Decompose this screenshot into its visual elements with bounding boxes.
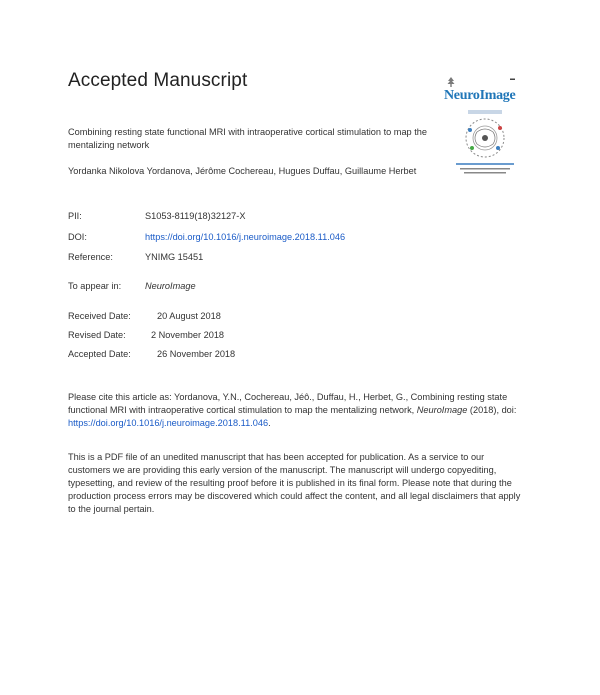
accepted-label: Accepted Date:	[68, 349, 131, 359]
article-title: Combining resting state functional MRI with intraoperative cortical stimulation to map the mentalizing network	[68, 127, 427, 150]
reference-label: Reference:	[68, 252, 113, 262]
notice-paragraph: This is a PDF file of an unedited manuscript that has been accepted for publication. As a service to our customers we are providing this early version of the manuscript. The manuscript will undergo copyediting, typesetting, and review of the resulting proof before it is published in its final form. Please note that during the production process errors may be discovered which could affect the content, and all legal disclaimers that apply to the journal pertain.	[68, 452, 521, 514]
citation-doi-link[interactable]: https://doi.org/10.1016/j.neuroimage.2018.11.046	[68, 418, 269, 428]
appear-label: To appear in:	[68, 281, 122, 291]
elsevier-tree-icon	[446, 76, 456, 88]
citation-suffix: .	[268, 418, 271, 428]
citation-prefix: Please cite this article as: Yordanova, Y.N., Cochereau, Jéô., Duffau, H., Herbet, G., Combining resting state functional MRI with intraoperative cortical stimulation to map the mentalizing network,	[68, 392, 508, 415]
article-authors: Yordanka Nikolova Yordanova, Jérôme Cochereau, Hugues Duffau, Guillaume Herbet	[68, 166, 417, 176]
pii-label: PII:	[68, 211, 82, 221]
revised-label: Revised Date:	[68, 330, 126, 340]
received-value: 20 August 2018	[157, 311, 221, 321]
pii-value: S1053-8119(18)32127-X	[145, 211, 246, 221]
logo-corner-mark-icon: ▬	[510, 76, 515, 82]
citation-paragraph	[68, 391, 528, 430]
accepted-value: 26 November 2018	[157, 349, 236, 359]
reference-value: YNIMG 15451	[145, 252, 204, 262]
citation-middle: (2018), doi:	[469, 405, 517, 415]
brain-illustration-icon	[448, 108, 522, 180]
revised-value: 2 November 2018	[151, 330, 225, 340]
doi-link[interactable]: https://doi.org/10.1016/j.neuroimage.2018.11.046	[145, 232, 346, 242]
page-heading: Accepted Manuscript	[68, 70, 248, 91]
journal-logo	[444, 74, 526, 184]
doi-label: DOI:	[68, 232, 87, 242]
journal-logo-name: NeuroImage	[444, 88, 516, 103]
received-label: Received Date:	[68, 311, 131, 321]
appear-value: NeuroImage	[145, 281, 196, 291]
citation-journal: NeuroImage	[416, 405, 468, 415]
